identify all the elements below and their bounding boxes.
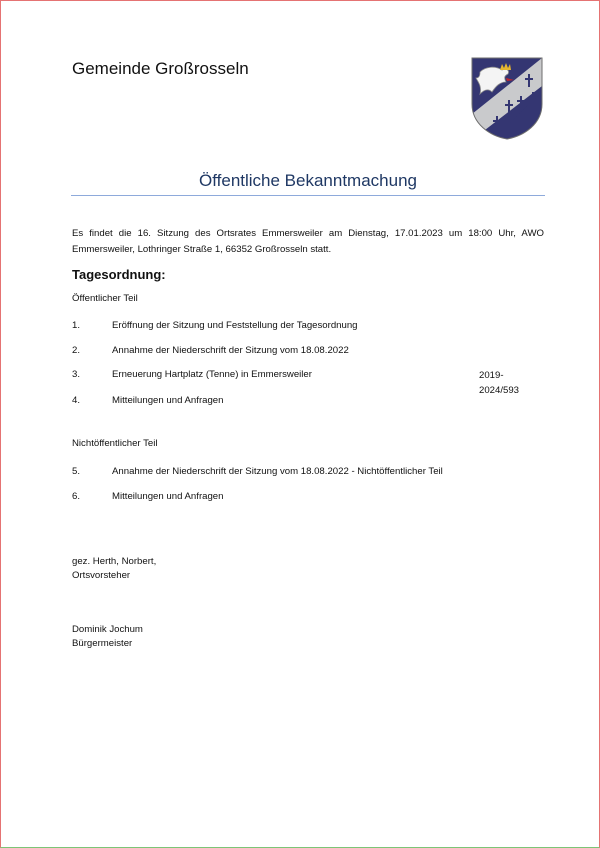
agenda-item-number: 4. xyxy=(72,395,81,406)
agenda-item-reference: 2019-2024/593 xyxy=(479,370,520,396)
title-underline xyxy=(71,195,545,196)
signature-name: Dominik Jochum xyxy=(72,624,143,635)
agenda-heading: Tagesordnung: xyxy=(72,267,166,282)
agenda-item-text: Annahme der Niederschrift der Sitzung vom 18.08.2022 - Nichtöffentlicher Teil xyxy=(112,466,443,477)
intro-paragraph: Es findet die 16. Sitzung des Ortsrates Emmersweiler am Dienstag, 17.01.2023 um 18:00 Uhr, AWO Emmersweiler, Lothringer Straße 1, 66352 Großrosseln statt. xyxy=(72,228,544,255)
agenda-item-text: Annahme der Niederschrift der Sitzung vom 18.08.2022 xyxy=(112,345,349,356)
agenda-item-number: 2. xyxy=(72,345,81,356)
coat-of-arms-icon xyxy=(470,56,544,140)
signature-role: Bürgermeister xyxy=(72,638,133,649)
agenda-item-text: Erneuerung Hartplatz (Tenne) in Emmersweiler xyxy=(112,369,312,380)
agenda-item-text: Mitteilungen und Anfragen xyxy=(112,491,224,502)
signature-block-mayor xyxy=(72,623,143,651)
agenda-item-number: 6. xyxy=(72,491,81,502)
agenda-item-number: 5. xyxy=(72,466,81,477)
private-section-label: Nichtöffentlicher Teil xyxy=(72,438,158,449)
agenda-item-number: 3. xyxy=(72,369,81,380)
document-title: Öffentliche Bekanntmachung xyxy=(199,171,417,190)
municipality-name: Gemeinde Großrosseln xyxy=(72,59,249,78)
public-section-label: Öffentlicher Teil xyxy=(72,293,138,304)
signature-name: gez. Herth, Norbert, xyxy=(72,556,157,567)
agenda-item-text: Eröffnung der Sitzung und Feststellung der Tagesordnung xyxy=(112,320,358,331)
signature-block-chair xyxy=(72,555,156,583)
agenda-item-number: 1. xyxy=(72,320,81,331)
signature-role: Ortsvorsteher xyxy=(72,570,131,581)
agenda-item-text: Mitteilungen und Anfragen xyxy=(112,395,224,406)
